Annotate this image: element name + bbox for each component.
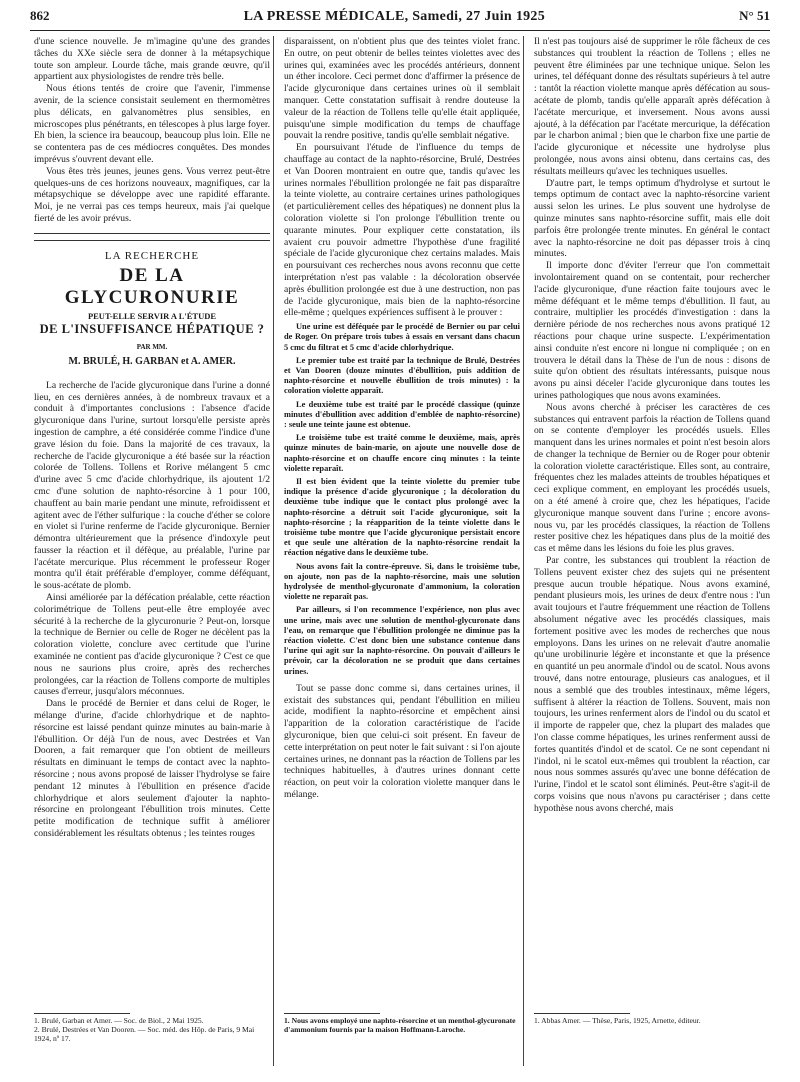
column-1	[34, 36, 270, 1044]
paragraph: La recherche de l'acide glycuronique dans l'urine a donné lieu, en ces dernières années, à de nombreux travaux et a conduit à d'importantes conclusions : l'absence d'acide glycuronique dans l'urine, surtout lorsqu'elle persiste après ingestion de camphre, a été considérée comme l'indice d'une grave lésion du foie. Dans la majorité de ces travaux, la recherche de l'acide glycuronique a été basée sur la réaction colorée de Tollens. Tollens et Rorive mélangent 5 cmc d'urine avec 5 cmc d'acide chlorhydrique, ils ajoutent 1/2 cmc d'une solution de naphto-résorcine à 1 pour 100, chauffent au bain marie pendant une minute, refroidissent et agitent avec de l'éther sulfurique : la couche d'éther se colore en violet si l'urine renferme de l'acide glycuronique. Bernier démontra ultérieurement que la présence d'indoxyle peut fausser la réaction et il défèque, au préalable, l'urine par l'acétate mercurique. Plus récemment le professeur Roger montra qu'il était préférable d'employer, comme déféquant, le sous-acétate de plomb.	[34, 379, 270, 592]
byline-par: PAR MM.	[136, 343, 168, 352]
experiment-paragraph: Par ailleurs, si l'on recommence l'expérience, non plus avec une urine, mais avec une solution de menthol-glycuronate dans l'eau, on remarque que l'ébullition prolongée ne diminue pas la réaction violette. C'est donc bien une substance contenue dans l'urine qui agit sur la naphto-résorcine. On pouvait d'ailleurs le prévoir, car la décoloration ne se produit que dans certaines urines.	[284, 605, 520, 676]
experiment-paragraph: Il est bien évident que la teinte violette du premier tube indique la présence d'acide glycuronique ; la décoloration du deuxième tube indique que le contact plus prolongé avec la naphto-résorcine a détruit soit l'acide glycuronique, soit la naphto-résorcine ; la réapparition de la teinte violette dans le troisième tube montre que l'acide glycuronique persistait encore et que seule une altération de la naphto-résorcine rendait la réaction négative dans le deuxième tube.	[284, 476, 520, 558]
paragraph: D'autre part, le temps optimum d'hydrolyse et surtout le temps optimum de contact avec la naphto-résorcine varient aussi selon les urines. Le plus souvent une hydrolyse de quinze minutes sans naphto-résorcine suffit, mais elle doit parfois être prolongée trente minutes. En général le contact avec la naphto-résorcine ne doit pas dépasser trois à cinq minutes.	[534, 177, 770, 260]
experiment-paragraph: Nous avons fait la contre-épreuve. Si, dans le troisième tube, on ajoute, non pas de la naphto-résorcine, mais une solution hydrolysée de menthol-glycuronate d'ammonium, la coloration violette ne reparaît pas.	[284, 561, 520, 602]
article-subtitle: DE L'INSUFFISANCE HÉPATIQUE ?	[39, 322, 265, 337]
paragraph: Il importe donc d'éviter l'erreur que l'on commettait involontairement quand on se contentait, pour rechercher l'acide glycuronique, d'une réaction faite toujours avec le même déféquant et le même temps d'ébullition. Il faut, au contraire, multiplier les procédés d'investigation : dans la dernière période de nos recherches nous avons pratiqué 12 réactions pour chaque urine suspecte. L'expérimentation ainsi conduite n'est encore ni longue ni compliquée ; on en trouvera le détail dans la Thèse de l'un de nous : disons de suite qu'on obtient des résultats intéressants, puisque nous avons pu ainsi déceler l'acide glycuronique dans toutes les urines pathologiques que nous avons examinées.	[534, 260, 770, 401]
column-divider	[273, 36, 274, 1066]
journal-title: LA PRESSE MÉDICALE, Samedi, 27 Juin 1925	[243, 9, 546, 24]
footnotes-col2	[284, 1016, 520, 1034]
paragraph: Par contre, les substances qui troublent la réaction de Tollens peuvent exister chez des sujets qui ne présentent presque aucun trouble hépatique. Nous avons examiné, pendant plusieurs mois, les urines de deux d'entre nous : l'un avait toujours et l'autre fréquemment une réaction de Tollens absolument négative avec les procédés classiques, mais fortement positive avec les modes de recherches que nous employons. Dans les urines on ne relevait d'autre anomalie qu'une urobilinurie légère et inconstante et que la présence en quantité un peu anormale d'indol ou de scatol. Nous avons trouvé, dans notre entourage, plusieurs cas analogues, et il nous a semblé que des troubles intestinaux, même légers, suffisent à altérer la réaction de Tollens. Souvent, mais non toujours, les urines renferment alors de l'indol ou du scatol et il importe de rappeler que, chez la plupart des malades que l'on classe comme hépatiques, les urines renferment aussi de fortes quantités d'indol et de scatol. Ce ne sont cependant ni l'indol, ni le scatol eux-mêmes qui troublent la réaction, car nous nous sommes assurés qu'avec une bonne défécation de l'urine, l'indol et le scatol sont éliminés. Peut-être s'agit-il de corps voisins que nous n'avons pu caractériser ; dans cette hypothèse nous avons cherché, mais	[534, 555, 770, 814]
paragraph: disparaissent, on n'obtient plus que des teintes violet franc. En outre, on peut obtenir de belles teintes violettes avec des urines qui, examinées avec les procédés antérieurs, donnent un éther incolore. Ceci permet donc d'affirmer la présence de l'acide glycuronique dans certaines urines où il semblait manquer. Cette constatation suffisait à rendre douteuse la valeur de la réaction de Tollens telle qu'elle était appliquée, puisqu'une simple modification du temps de chauffage pouvait la rendre positive, tandis qu'elle semblait négative.	[284, 36, 520, 142]
section-rule	[34, 233, 270, 234]
footnotes-col3	[534, 1016, 770, 1025]
paragraph: Vous êtes très jeunes, jeunes gens. Vous verrez peut-être quelques-uns de ces horizons nouveaux, magnifiques, car la métapsychique se développe avec une rapidité effarante. Moi, je ne verrai pas ces temps heureux, mais j'ai quelque fierté de les avoir prévus.	[34, 165, 270, 224]
issue-number: N° 51	[739, 8, 770, 23]
experiment-paragraph: Le premier tube est traité par la technique de Brulé, Destrées et Van Dooren (douze minutes d'ébullition, puis addition de naphto-résorcine et nouvelle ébullition de trois minutes) : la coloration violette apparaît.	[284, 355, 520, 396]
paragraph: Nous étions tentés de croire que l'avenir, l'immense avenir, de la science consistait seulement en thermomètres plus délicats, en galvanomètres plus sensibles, en microscopes plus pénétrants, en télescopes à plus large foyer. Eh bien, la science ira beaucoup, beaucoup plus loin. Elle ne se contentera pas de ces médiocres conquêtes. Des mondes imprévus s'ouvrent devant elle.	[34, 83, 270, 165]
footnote-rule	[284, 1013, 380, 1014]
paragraph: Il n'est pas toujours aisé de supprimer le rôle fâcheux de ces substances qui troublent la réaction de Tollens ; elles ne peuvent être éliminées par une technique unique. Selon les urines, tel déféquant donne des résultats supérieurs à tel autre : tantôt la réaction violette manque après défécation au sous-acétate de plomb, tandis qu'elle apparaît après défécation à l'acétate mercurique, et inversement. Nous avons aussi ajouté, à la défécation par l'acétate mercurique, la défécation par le charbon animal ; bien que le charbon fixe une partie de l'acide glycuronique et nécessite une hydrolyse plus prolongée, nous avons ainsi obtenu, dans certains cas, des résultats meilleurs qu'avec les techniques usuelles.	[534, 36, 770, 177]
experiment-paragraph: Le troisième tube est traité comme le deuxième, mais, après quinze minutes de bain-marie, on ajoute une nouvelle dose de naphto-résorcine et on chauffe encore cinq minutes : la teinte violette reparaît.	[284, 433, 520, 473]
experiment-paragraph: Une urine est déféquée par le procédé de Bernier ou par celui de Roger. On prépare trois tubes à essais en versant dans chacun 5 cmc du filtrat et 5 cmc d'acide chlorhydrique.	[284, 322, 520, 352]
article-authors: M. BRULÉ, H. GARBAN et A. AMER.	[68, 355, 236, 367]
article-kicker: LA RECHERCHE	[104, 249, 200, 262]
paragraph: Ainsi améliorée par la défécation préalable, cette réaction colorimétrique de Tollens peut-elle être employée avec sécurité à la recherche de la glycuronurie ? Peut-on, lorsque la technique de Bernier ou celle de Roger ne décèlent pas la coloration violette, conclure avec certitude que l'urine examinée ne contient pas d'acide glycuronique ? C'est ce que nous ne saurions plus croire, après des recherches prolongées, car la réaction de Tollens comporte de multiples causes d'erreur, jusqu'alors méconnues.	[34, 592, 270, 698]
footnote: 2. Brulé, Destrées et Van Dooren. — Soc. méd. des Hôp. de Paris, 9 Mai 1924, nº 17.	[34, 1025, 255, 1044]
page-number: 862	[30, 8, 50, 23]
paragraph: Nous avons cherché à préciser les caractères de ces substances qui entravent parfois la réaction de Tollens quand on se contente d'employer les procédés usuels. Elles manquent dans les urines normales et point n'est besoin alors de changer la technique de Bernier ou de Roger pour obtenir la coloration violette caractéristique. Elles sont, au contraire, fréquentes chez les malades atteints de troubles hépatiques et ceci explique comment, en employant les procédés usuels, on a été amené à croire que, chez les hépatiques, l'acide glycuronique manque souvent dans l'urine ; encore avons-nous vu, par les procédés classiques, la réaction de Tollens rester positive chez les hépatiques dans plus de la moitié des cas et même dans les lésions du foie les plus graves.	[534, 401, 770, 555]
paragraph: Dans le procédé de Bernier et dans celui de Roger, le mélange d'urine, d'acide chlorhydrique et de naphto-résorcine est laissé pendant quinze minutes au bain-marie à l'ébullition. Or déjà l'un de nous, avec Destrées et Van Dooren, a fait remarquer que l'on obtient de meilleurs résultats en diminuant le temps de contact avec la naphto-résorcine ; nous avons proposé de laisser l'hydrolyse se faire pendant 12 minutes à l'ébullition en présence d'acide chlorhydrique et alors seulement d'ajouter la naphto-résorcine en prolongeant l'ébullition trois minutes. Cette petite modification de technique suffit à améliorer considérablement les résultats obtenus ; les teintes rouges	[34, 698, 270, 840]
footnote: 1. Nous avons employé une naphto-résorcine et un menthol-glycuronate d'ammonium fournis par la maison Hoffmann-Laroche.	[284, 1016, 516, 1035]
footnote: 1. Abbas Amer. — Thèse, Paris, 1925, Arnette, éditeur.	[534, 1016, 701, 1025]
column-2	[284, 36, 520, 1041]
column-3	[534, 36, 770, 1041]
article-subtitle: PEUT-ELLE SERVIR A L'ÉTUDE	[87, 310, 217, 321]
experiment-paragraph: Le deuxième tube est traité par le procédé classique (quinze minutes d'ébullition avec addition d'emblée de naphto-résorcine) : seule une teinte jaune est obtenue.	[284, 399, 520, 429]
section-rule	[34, 240, 270, 241]
footnote-rule	[34, 1013, 130, 1014]
column-divider	[523, 36, 524, 1066]
paragraph: En poursuivant l'étude de l'influence du temps de chauffage au contact de la naphto-résorcine, Brulé, Destrées et Van Dooren montraient en outre que, tandis qu'avec les urines normales l'ébullition prolongée ne fait pas disparaître la teinte violette, au contraire certaines urines pathologiques (et particulièrement celles des hépatiques) ne donnent plus la coloration violette si l'on prolonge l'ébullition trente ou quarante minutes. Pour expliquer cette constatation, ils avaient cru pouvoir admettre l'hypothèse d'une fragilité spéciale de l'acide glycuronique chez certains malades. Mais en poursuivant ces recherches nous avons reconnu que cette interprétation n'est pas valable : la décoloration observée après ébullition prolongée est due à une destruction, non pas de l'acide glycuronique, mais bien de la naphto-résorcine elle-même ; quelques expériences suffisent à le prouver :	[284, 142, 520, 319]
paragraph: Tout se passe donc comme si, dans certaines urines, il existait des substances qui, pendant l'ébullition en milieu acide, modifient la naphto-résorcine et empêchent ainsi l'apparition de la coloration caractéristique de l'acide glycuronique, bien que celui-ci soit présent. En faveur de cette interprétation on peut noter le fait suivant : si l'on ajoute certaines urines, ne donnant pas la réaction de Tollens par les techniques habituelles, à d'autres urines donnant cette réaction, on peut voir la coloration violette manquer dans le mélange.	[284, 682, 520, 800]
paragraph: d'une science nouvelle. Je m'imagine qu'une des grandes tâches du XXe siècle sera de donner à la métapsychique toute son ampleur. Lourde tâche, mais grande œuvre, qu'il appartient aux physiologistes de rendre très belle.	[34, 36, 270, 83]
footnote: 1. Brulé, Garban et Amer. — Soc. de Biol., 2 Mai 1925.	[34, 1016, 204, 1025]
article-title: DE LA GLYCURONURIE	[64, 264, 240, 308]
page-header	[30, 8, 770, 31]
footnotes-col1	[34, 1016, 270, 1044]
footnote-rule	[534, 1013, 630, 1014]
